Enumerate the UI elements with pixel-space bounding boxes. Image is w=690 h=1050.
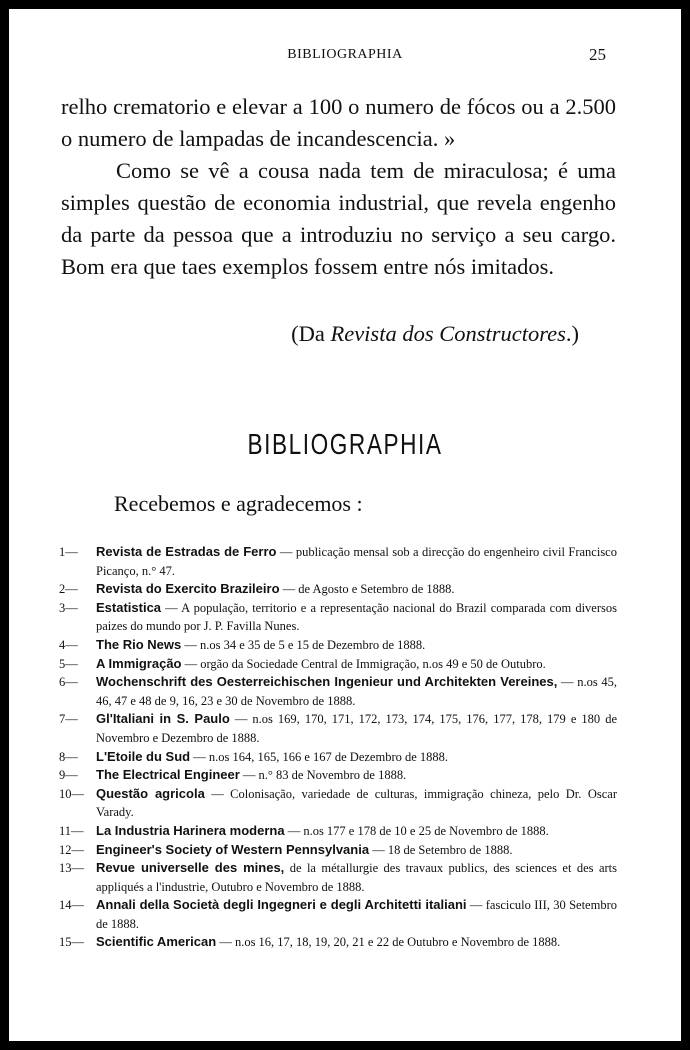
bibliography-entry [59,580,617,599]
bibliography-entry [59,896,617,933]
running-head: BIBLIOGRAPHIA [287,47,403,62]
entry-number: 7— [59,712,78,727]
bibliography-entry [59,841,617,860]
paragraph-2: Como se vê a cousa nada tem de miraculosa; é uma simples questão de economia industrial, que revela engenho da parte da pessoa que a introduziu no serviço a seu cargo. Bom era que taes exemplos fossem entre nós imitados. [61,158,616,279]
source-prefix: (Da [291,321,331,346]
entry-detail: — publicação mensal sob a direcção do engenheiro civil Francisco Picanço, n.° 47. [96,545,617,578]
entry-title: Revista de Estradas de Ferro [96,544,277,559]
entry-number: 5— [59,656,78,671]
entry-detail: — 18 de Setembro de 1888. [369,842,513,857]
bibliography-entry [59,933,617,952]
entry-detail: — n.os 169, 170, 171, 172, 173, 174, 175, 176, 177, 178, 179 e 180 de Novembro e Dezembro de 1888. [96,712,617,745]
entry-title: Wochenschrift des Oesterreichischen Ingenieur und Architekten Vereines, [96,674,558,690]
entry-number: 8— [59,749,78,764]
bibliography-entry [59,599,617,636]
section-title: BIBLIOGRAPHIA [247,429,443,461]
entry-detail: — Colonisação, variedade de culturas, immigração chineza, pelo Dr. Oscar Varady. [96,786,617,820]
entry-title: L'Etoile du Sud [96,748,191,764]
entry-title: Scientific American [96,934,217,950]
entry-detail: — n.os 45, 46, 47 e 48 de 9, 16, 23 e 30 de Novembro de 1888. [96,675,617,708]
entry-detail: — orgão da Sociedade Central de Immigração, n.os 49 e 50 de Outubro. [181,656,546,671]
entry-number: 1— [59,545,78,559]
entry-number: 10— [59,786,84,801]
bibliography-entry [59,673,617,710]
bibliography-list [59,543,617,952]
page-number: 25 [589,45,606,64]
bibliography-entry [59,785,617,822]
entry-number: 9— [59,768,78,783]
entry-title: Annali della Società degli Ingegneri e degli Architetti italiani [96,897,467,913]
bibliography-entry [59,543,617,580]
entry-number: 14— [59,898,84,913]
entry-title: Revue universelle des mines, [96,860,285,876]
entry-number: 4— [59,637,78,652]
entry-title: La Industria Harinera moderna [96,822,285,838]
entry-number: 3— [59,600,78,615]
entry-title: Questão agricola [96,785,205,801]
entry-detail: — n.os 34 e 35 de 5 e 15 de Dezembro de 1888. [181,637,426,652]
bibliography-entry [59,655,617,674]
bibliography-entry [59,766,617,785]
entry-number: 11— [59,823,84,838]
entry-detail: — n.os 16, 17, 18, 19, 20, 21 e 22 de Outubro e Novembro de 1888. [216,935,561,950]
entry-title: Engineer's Society of Western Pennsylvania [96,841,370,857]
entry-number: 6— [59,675,78,690]
bibliography-entry [59,710,617,747]
entry-title: Estatistica [96,599,162,615]
entry-number: 2— [59,582,78,597]
entry-detail: — n.° 83 de Novembro de 1888. [239,768,407,783]
paragraph-1: relho crematorio e elevar a 100 o numero de fócos ou a 2.500 o numero de lampadas de incandescencia. » [61,94,616,151]
entry-detail: — A população, territorio e a representação nacional do Brazil comparada com diversos paizes do mundo por J. P. Favilla Nunes. [96,600,617,634]
entry-number: 15— [59,935,84,950]
entry-detail: — fasciculo III, 30 Setembro de 1888. [96,898,617,931]
entry-number: 12— [59,842,84,857]
bibliography-entry [59,748,617,767]
entry-number: 13— [59,861,84,876]
entry-title: The Rio News [96,636,182,652]
source-citation [9,321,579,347]
source-title: Revista dos Constructores [330,321,566,346]
entry-title: The Electrical Engineer [96,767,240,783]
entry-detail: — n.os 164, 165, 166 e 167 de Dezembro de 1888. [190,749,449,764]
bibliography-entry [59,636,617,655]
entry-detail: de la métallurgie des travaux publics, des sciences et des arts appliqués a l'industrie, Outubro e Novembro de 1888. [96,861,617,894]
source-suffix: .) [565,321,579,346]
bibliography-entry [59,859,617,896]
bibliography-entry [59,822,617,841]
entry-title: Gl'Italiani in S. Paulo [96,711,230,727]
entry-title: Revista do Exercito Brazileiro [96,581,280,597]
entry-detail: — n.os 177 e 178 de 10 e 25 de Novembro de 1888. [284,823,549,838]
book-page [9,9,681,1041]
section-intro: Recebemos e agradecemos : [114,491,363,516]
article-continuation [61,91,616,283]
entry-detail: — de Agosto e Setembro de 1888. [279,582,455,597]
entry-title: A Immigração [96,655,182,671]
